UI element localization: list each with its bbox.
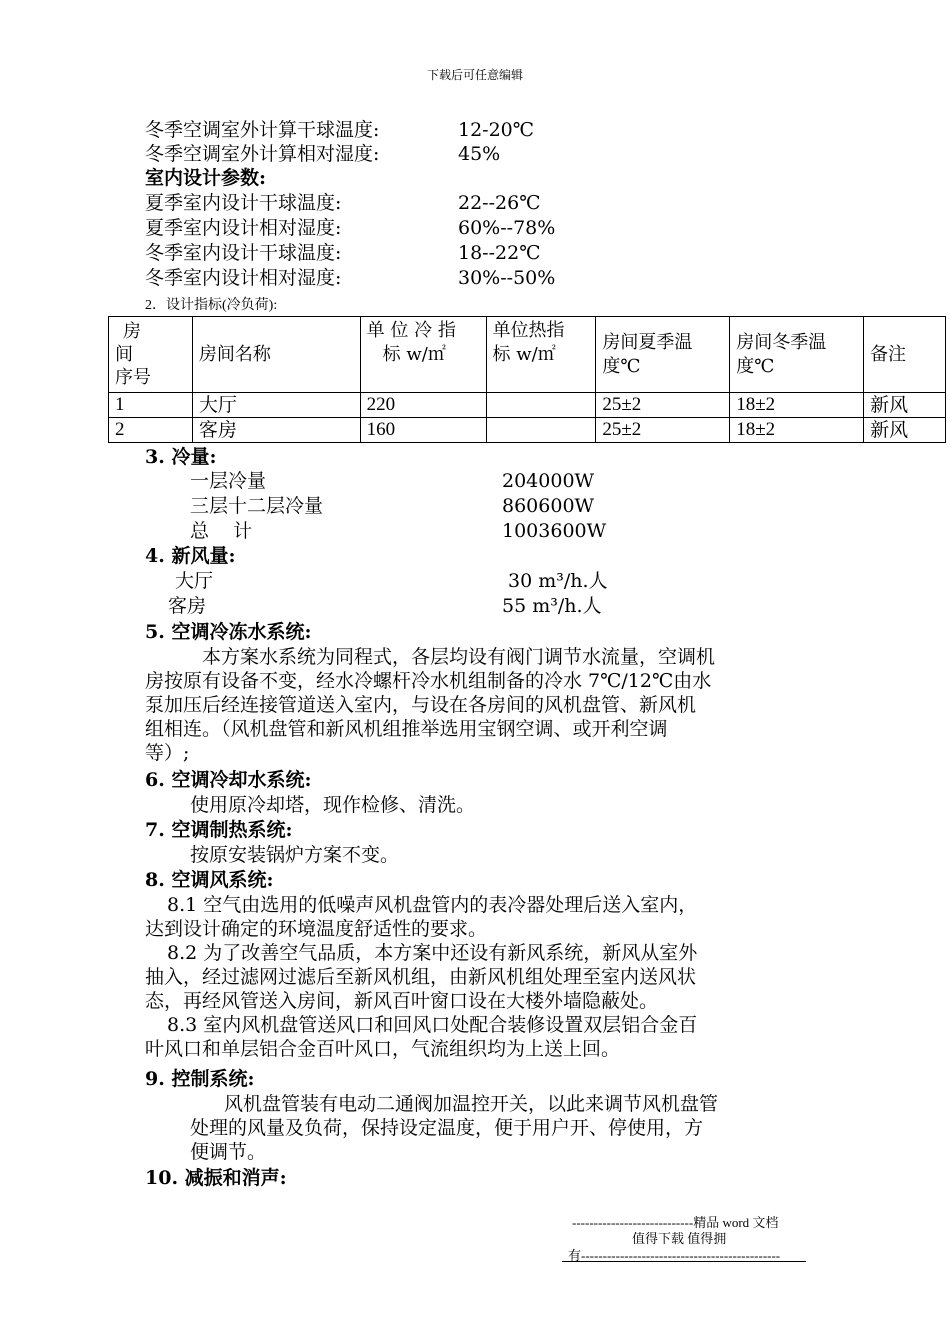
header-winter-line-1: 房间冬季温 bbox=[736, 331, 827, 353]
header-cell-room-no bbox=[109, 317, 193, 393]
cell-summer-temp: 25±2 bbox=[596, 393, 730, 418]
page-header: 下载后可任意编辑 bbox=[426, 68, 523, 82]
section-9-title: 9. 控制系统: bbox=[145, 1068, 255, 1090]
section-8-title: 8. 空调风系统: bbox=[145, 869, 274, 891]
header-summer-line-1: 房间夏季温 bbox=[602, 331, 693, 353]
cell-cool-index: 160 bbox=[360, 418, 486, 443]
section-6-text: 使用原冷却塔，现作检修、清洗。 bbox=[190, 794, 476, 816]
footer-line-3: 有---------------------------------------------- bbox=[568, 1248, 781, 1263]
header-summer-line-2: 度℃ bbox=[602, 355, 641, 377]
section-3-item-label: 总 计 bbox=[190, 520, 253, 542]
section-5-title: 5. 空调冷冻水系统: bbox=[145, 621, 312, 643]
header-cell-heat-index bbox=[486, 317, 596, 393]
section-3-title: 3. 冷量: bbox=[145, 446, 217, 468]
section-5-line: 房按原有设备不变，经水冷螺杆冷水机组制备的冷水 7℃/12℃由水 bbox=[145, 670, 712, 692]
indoor-summer-dry-label: 夏季室内设计干球温度: bbox=[145, 192, 342, 214]
section-8-line: 8.3 室内风机盘管送风口和回风口处配合装修设置双层铝合金百 bbox=[167, 1014, 698, 1036]
section-8-line: 抽入，经过滤网过滤后至新风机组，由新风机组处理至室内送风状 bbox=[145, 966, 697, 988]
header-cell-remark: 备注 bbox=[864, 317, 946, 393]
section-4-item-label: 客房 bbox=[168, 595, 207, 617]
section-8-line: 达到设计确定的环境温度舒适性的要求。 bbox=[145, 918, 488, 940]
section-8-line: 态，再经风管送入房间，新风百叶窗口设在大楼外墙隐蔽处。 bbox=[145, 990, 659, 1012]
section-8-line: 8.1 空气由选用的低噪声风机盘管内的表冷器处理后送入室内， bbox=[167, 894, 698, 916]
section-6-title: 6. 空调冷却水系统: bbox=[145, 769, 312, 791]
design-index-table bbox=[108, 316, 946, 443]
footer-line-1: ----------------------------精品 word 文档 bbox=[572, 1215, 779, 1230]
cell-heat-index bbox=[486, 393, 596, 418]
table-row bbox=[109, 418, 946, 443]
header-cell-winter-temp bbox=[730, 317, 864, 393]
section-8-line: 8.2 为了改善空气品质，本方案中还设有新风系统，新风从室外 bbox=[167, 942, 698, 964]
section-9-line: 处理的风量及负荷，保持设定温度，便于用户开、停使用，方 bbox=[190, 1117, 704, 1139]
indoor-winter-rh-label: 冬季室内设计相对湿度: bbox=[145, 267, 342, 289]
cell-room-name: 客房 bbox=[192, 418, 360, 443]
header-heat-line-1: 单位热指 bbox=[492, 320, 565, 341]
cell-cool-index: 220 bbox=[360, 393, 486, 418]
section-9-paragraph bbox=[190, 1092, 810, 1164]
indoor-summer-rh-label: 夏季室内设计相对湿度: bbox=[145, 217, 342, 239]
section-5-line: 本方案水系统为同程式，各层均设有阀门调节水流量，空调机 bbox=[202, 646, 716, 668]
header-cool-line-2: 标 w/㎡ bbox=[382, 344, 446, 365]
section-3-item-value: 860600W bbox=[502, 495, 595, 517]
section-8-paragraph bbox=[145, 893, 810, 1061]
section-3-item-label: 一层冷量 bbox=[190, 470, 267, 492]
header-cell-room-name: 房间名称 bbox=[192, 317, 360, 393]
section-4-title: 4. 新风量: bbox=[145, 545, 236, 567]
section-3-item-value: 204000W bbox=[502, 470, 595, 492]
header-room-no-line-3: 序号 bbox=[115, 367, 151, 388]
header-cell-summer-temp bbox=[596, 317, 730, 393]
indoor-summer-rh-value: 60%--78% bbox=[458, 217, 556, 239]
footer-rule bbox=[562, 1261, 806, 1262]
cell-remark: 新风 bbox=[864, 393, 946, 418]
header-heat-line-2: 标 w/㎡ bbox=[492, 344, 556, 365]
section-9-line: 便调节。 bbox=[190, 1141, 267, 1163]
indoor-winter-dry-label: 冬季室内设计干球温度: bbox=[145, 242, 342, 264]
section-4-item-value: 30 m³/h.人 bbox=[508, 570, 608, 592]
section-4-item-label: 大厅 bbox=[175, 570, 214, 592]
cell-summer-temp: 25±2 bbox=[596, 418, 730, 443]
cell-heat-index bbox=[486, 418, 596, 443]
cell-room-no: 1 bbox=[109, 393, 193, 418]
section-7-title: 7. 空调制热系统: bbox=[145, 819, 293, 841]
section-4-item-value: 55 m³/h.人 bbox=[502, 595, 602, 617]
outdoor-winter-dry-value: 12-20℃ bbox=[458, 119, 535, 141]
section-5-line: 泵加压后经连接管道送入室内，与设在各房间的风机盘管、新风机 bbox=[145, 694, 697, 716]
design-index-caption: 2．设计指标(冷负荷): bbox=[145, 298, 278, 313]
section-5-line: 等）; bbox=[145, 742, 190, 764]
section-3-item-value: 1003600W bbox=[502, 520, 607, 542]
cell-room-name: 大厅 bbox=[192, 393, 360, 418]
cell-room-no: 2 bbox=[109, 418, 193, 443]
indoor-winter-dry-value: 18--22℃ bbox=[458, 242, 541, 264]
cell-remark: 新风 bbox=[864, 418, 946, 443]
section-5-paragraph bbox=[145, 645, 810, 765]
indoor-heading: 室内设计参数: bbox=[145, 167, 267, 189]
indoor-summer-dry-value: 22--26℃ bbox=[458, 192, 541, 214]
cell-winter-temp: 18±2 bbox=[730, 393, 864, 418]
header-room-no-line-2: 间 bbox=[115, 344, 133, 365]
cell-winter-temp: 18±2 bbox=[730, 418, 864, 443]
section-8-line: 叶风口和单层铝合金百叶风口，气流组织均为上送上回。 bbox=[145, 1038, 621, 1060]
section-7-text: 按原安装锅炉方案不变。 bbox=[190, 844, 400, 866]
outdoor-winter-rh-value: 45% bbox=[458, 143, 501, 165]
section-10-title: 10. 减振和消声: bbox=[145, 1167, 287, 1189]
header-winter-line-2: 度℃ bbox=[736, 355, 775, 377]
section-3-item-label: 三层十二层冷量 bbox=[190, 495, 324, 517]
indoor-winter-rh-value: 30%--50% bbox=[458, 267, 556, 289]
section-9-line: 风机盘管装有电动二通阀加温控开关，以此来调节风机盘管 bbox=[224, 1093, 719, 1115]
outdoor-winter-rh-label: 冬季空调室外计算相对湿度: bbox=[145, 143, 380, 165]
footer-line-2: 值得下载 值得拥 bbox=[632, 1231, 727, 1246]
header-cell-cool-index bbox=[360, 317, 486, 393]
outdoor-winter-dry-label: 冬季空调室外计算干球温度: bbox=[145, 119, 380, 141]
header-room-no-line-1: 房 bbox=[123, 321, 141, 342]
table-row bbox=[109, 393, 946, 418]
table-header-row bbox=[109, 317, 946, 393]
section-5-line: 组相连。（风机盘管和新风机组推举选用宝钢空调、或开利空调 bbox=[145, 718, 668, 740]
header-cool-line-1: 单 位 冷 指 bbox=[366, 320, 456, 341]
